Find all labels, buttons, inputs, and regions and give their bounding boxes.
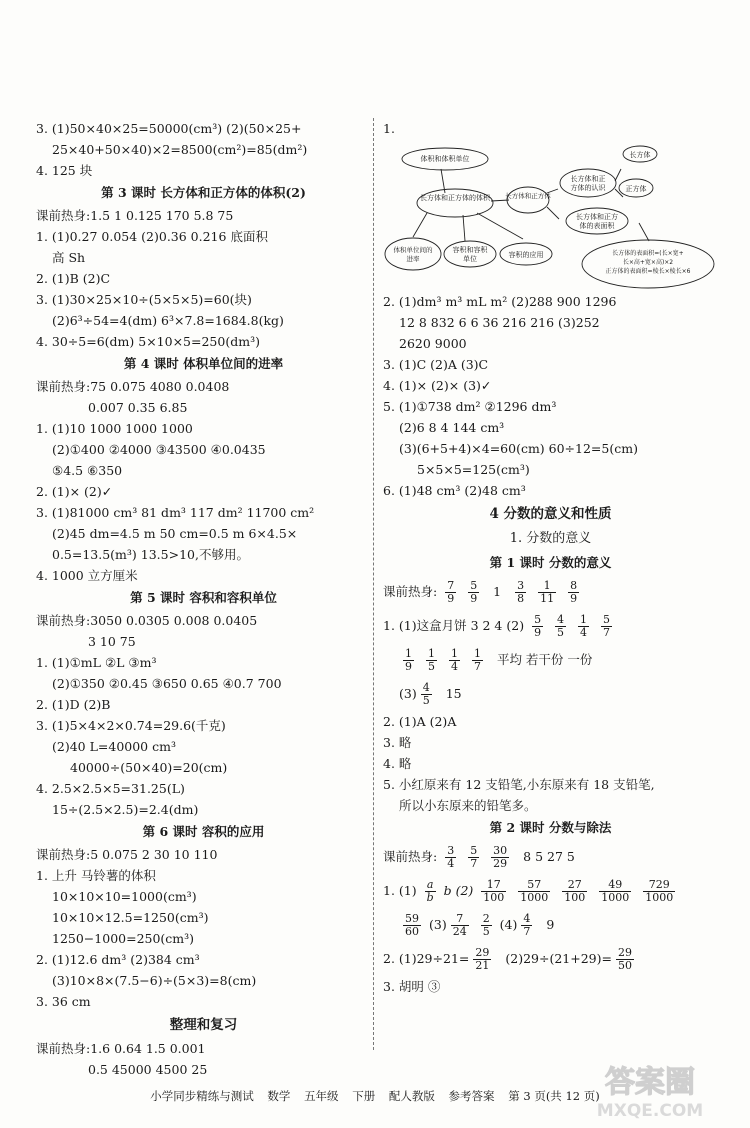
numerator: 1	[473, 647, 481, 660]
answer-line: 10×10×10=1000(cm³)	[52, 889, 197, 904]
numerator: 3	[447, 844, 455, 857]
denominator: 7	[470, 857, 478, 870]
denominator: 21	[475, 959, 490, 972]
answer-text: b (2)	[443, 883, 474, 898]
knowledge-map-diagram	[383, 141, 718, 291]
answer-text: (2)29÷(21+29)=	[505, 951, 612, 966]
denominator: 11	[540, 592, 555, 605]
answer-line: 4. 略	[383, 756, 412, 771]
answer-line: 0.007 0.35 6.85	[88, 400, 188, 415]
subject: 数学	[267, 1089, 291, 1103]
denominator: 4	[447, 857, 455, 870]
node-text: 正方体	[625, 185, 647, 193]
node-text: 长方体和正方体的体积	[420, 194, 490, 202]
numerator: 59	[405, 912, 419, 925]
numerator: 1	[580, 613, 588, 626]
fraction	[425, 879, 436, 904]
answer-text: 9	[546, 917, 555, 932]
lesson-5-title: 第 5 课时 容积和容积单位	[130, 590, 277, 605]
fraction-lesson-1-title: 第 1 课时 分数的意义	[489, 555, 612, 570]
warmup-label: 课前热身:	[383, 849, 438, 864]
node-text: 正方体的表面积=棱长×棱长×6	[605, 268, 691, 275]
fraction	[421, 682, 432, 707]
numerator: 7	[447, 579, 455, 592]
answer-line: 2. (1)dm³ m³ mL m² (2)288 900 1296	[383, 294, 617, 309]
denominator: 9	[470, 592, 478, 605]
answer-line: 3. (1)C (2)A (3)C	[383, 357, 489, 372]
fraction	[578, 614, 589, 639]
answer-line: 1. 上升 马铃薯的体积	[36, 868, 156, 883]
denominator: 5	[557, 626, 565, 639]
answer-line: 2620 9000	[399, 336, 467, 351]
answer-line: (2)6³÷54=4(dm) 6³×7.8=1684.8(kg)	[52, 313, 284, 328]
denominator: 7	[523, 925, 531, 938]
node-surface-area	[566, 208, 628, 234]
denominator: 24	[452, 925, 467, 938]
fraction	[468, 845, 479, 870]
integer-value: 1	[493, 584, 502, 599]
node-text: 长方体和正	[570, 175, 606, 183]
denominator: 5	[422, 694, 430, 707]
denominator: 9	[570, 592, 578, 605]
fraction	[601, 614, 612, 639]
answer-line: 所以小东原来的铅笔多。	[399, 798, 537, 813]
lesson-6-title: 第 6 课时 容积的应用	[142, 824, 265, 839]
denominator: 4	[450, 660, 458, 673]
numerator: 29	[475, 946, 490, 959]
warmup-line	[383, 840, 718, 874]
answer-line: (3)10×8×(7.5−6)÷(5×3)=8(cm)	[52, 973, 257, 988]
denominator: 7	[473, 660, 481, 673]
answer-line: 25×40+50×40)×2=8500(cm²)=85(dm²)	[52, 142, 308, 157]
lesson-4-title: 第 4 课时 体积单位间的进率	[123, 356, 284, 371]
answer-line: 课前热身:3050 0.0305 0.008 0.0405	[36, 613, 258, 628]
answer-line: 4. 125 块	[36, 163, 93, 178]
answer-line: 5. (1)①738 dm² ②1296 dm³	[383, 399, 557, 414]
answer-text: 平均 若干份 一份	[496, 652, 593, 667]
denominator: 7	[603, 626, 611, 639]
answer-line: (3)(6+5+4)×4=60(cm) 60÷12=5(cm)	[399, 441, 638, 456]
answer-line: 课前热身:1.6 0.64 1.5 0.001	[36, 1041, 206, 1056]
answer-line: 15÷(2.5×2.5)=2.4(dm)	[52, 802, 199, 817]
numerator: 4	[557, 613, 565, 626]
answer-line: 2. (1)D (2)B	[36, 697, 111, 712]
book-title: 小学同步精练与测试	[150, 1089, 254, 1103]
fraction	[518, 879, 550, 904]
answer-line: 1. (1)①mL ②L ③m³	[36, 655, 157, 670]
answer-line: 课前热身:5 0.075 2 30 10 110	[36, 847, 218, 862]
fraction	[445, 845, 456, 870]
watermark-url: MXQE.COM	[596, 1101, 704, 1120]
numerator: 5	[470, 844, 478, 857]
answer-line	[383, 874, 718, 908]
fraction	[451, 913, 469, 938]
numerator: 4	[422, 681, 430, 694]
fraction	[532, 614, 543, 639]
answer-line: 0.5=13.5(m³) 13.5>10,不够用。	[52, 547, 249, 562]
fraction	[403, 648, 414, 673]
warmup-line	[383, 575, 718, 609]
column-divider	[373, 118, 374, 1050]
answer-line: 课前热身:75 0.075 4080 0.0408	[36, 379, 230, 394]
numerator: a	[425, 879, 436, 892]
lesson-3-title: 第 3 课时 长方体和正方体的体积(2)	[101, 185, 306, 200]
answer-line: 4. 1000 立方厘米	[36, 568, 138, 583]
right-column	[383, 118, 718, 997]
denominator: 29	[493, 857, 508, 870]
fraction	[538, 580, 556, 605]
fraction	[562, 879, 587, 904]
answer-line: 2. (1)B (2)C	[36, 271, 111, 286]
answer-line: 课前热身:1.5 1 0.125 170 5.8 75	[36, 208, 234, 223]
fraction	[468, 580, 479, 605]
numerator: 5	[470, 579, 478, 592]
answer-line: 3 10 75	[88, 634, 136, 649]
node-text: 长×高+宽×高)×2	[622, 259, 674, 266]
answer-line: 3. (1)5×4×2×0.74=29.6(千克)	[36, 718, 226, 733]
node-text: 容积和容积	[452, 246, 488, 254]
answer-line: 2. (1)× (2)✓	[36, 484, 113, 499]
denominator: 5	[482, 925, 490, 938]
numerator: 29	[617, 946, 632, 959]
fraction	[599, 879, 631, 904]
edition: 配人教版	[388, 1089, 435, 1103]
answer-line: 1. (1)10 1000 1000 1000	[36, 421, 193, 436]
answer-line: 2. (1)A (2)A	[383, 714, 457, 729]
denominator: 9	[534, 626, 542, 639]
fraction	[449, 648, 460, 673]
denominator: 4	[580, 626, 588, 639]
node-text: 长方体的表面积=(长×宽+	[612, 250, 684, 257]
numerator: 7	[451, 913, 469, 926]
fraction	[491, 845, 509, 870]
numerator: 57	[518, 879, 550, 892]
answer-line: (2)①350 ②0.45 ③650 0.65 ④0.7 700	[52, 676, 282, 691]
fraction	[568, 580, 579, 605]
answer-text: 2. (1)29÷21=	[383, 951, 470, 966]
numerator: 1	[405, 647, 412, 660]
warmup-label: 课前热身:	[383, 584, 438, 599]
node-text: 长方体	[629, 151, 651, 159]
answer-line: 40000÷(50×40)=20(cm)	[70, 760, 228, 775]
numerator: 3	[517, 579, 525, 592]
watermark-logo	[560, 1058, 740, 1120]
page-number: 第 3 页(共 12 页)	[508, 1089, 600, 1103]
denominator: 9	[447, 592, 455, 605]
answer-line: 2. (1)12.6 dm³ (2)384 cm³	[36, 952, 200, 967]
node-text: 体积单位间的	[393, 246, 433, 254]
answer-line	[383, 609, 718, 643]
answer-text: 8 5 27 5	[523, 849, 575, 864]
answer-line: 3. 36 cm	[36, 994, 91, 1009]
answer-line	[383, 677, 718, 711]
fraction	[643, 879, 675, 904]
answer-line: 10×10×12.5=1250(cm³)	[52, 910, 209, 925]
node-text: 长方体和正方	[576, 213, 618, 221]
answer-line: 3. (1)30×25×10÷(5×5×5)=60(块)	[36, 292, 252, 307]
answer-line: (2)①400 ②4000 ③43500 ④0.0435	[52, 442, 266, 457]
node-text: 单位	[463, 255, 477, 263]
answer-line: 1. (1)0.27 0.054 (2)0.36 0.216 底面积	[36, 229, 268, 244]
answer-text: (3)	[428, 917, 447, 932]
answer-line: (2)6 8 4 144 cm³	[399, 420, 505, 435]
fraction	[426, 648, 437, 673]
answer-text: (4)	[499, 917, 518, 932]
answer-line: 4. (1)× (2)× (3)✓	[383, 378, 492, 393]
node-recognition	[560, 169, 616, 197]
denominator: 1000	[645, 891, 674, 904]
denominator: 9	[405, 660, 412, 673]
answer-text: 1. (1)	[383, 883, 417, 898]
denominator: 50	[617, 959, 632, 972]
node-text: 容积的应用	[508, 251, 544, 259]
node-text: 进率	[406, 255, 420, 263]
node-capacity-units	[444, 241, 496, 267]
denominator: 100	[564, 891, 586, 904]
denominator: b	[426, 891, 434, 904]
numerator: 17	[481, 879, 506, 892]
answer-line	[383, 643, 718, 677]
answer-line	[383, 908, 718, 942]
node-unit-rates	[385, 238, 441, 270]
left-column	[36, 118, 371, 1080]
numerator: 729	[643, 879, 675, 892]
volume: 下册	[352, 1089, 376, 1103]
fraction	[481, 879, 506, 904]
node-text: 体的表面积	[579, 222, 615, 230]
answer-line: ⑤4.5 ⑥350	[52, 463, 123, 478]
numerator: 4	[523, 912, 531, 925]
fraction	[472, 648, 483, 673]
answer-text: 1. (1)这盒月饼 3 2 4 (2)	[383, 618, 525, 633]
answer-line: 高 Sh	[52, 250, 86, 265]
fraction	[515, 580, 526, 605]
answer-line: (2)40 L=40000 cm³	[52, 739, 176, 754]
answer-line: (2)45 dm=4.5 m 50 cm=0.5 m 6×4.5×	[52, 526, 298, 541]
unit-title: 4 分数的意义和性质	[489, 506, 612, 522]
grade: 五年级	[304, 1089, 339, 1103]
node-text: 体积和体积单位	[420, 155, 470, 163]
fraction-lesson-2-title: 第 2 课时 分数与除法	[489, 820, 612, 835]
fraction	[616, 947, 634, 972]
answer-line: 3. (1)50×40×25=50000(cm³) (2)(50×25+	[36, 121, 302, 136]
fraction	[403, 913, 421, 938]
numerator: 5	[534, 613, 542, 626]
answer-line: 3. (1)81000 cm³ 81 dm³ 117 dm² 11700 cm²	[36, 505, 315, 520]
question-number: 1.	[383, 121, 395, 136]
node-text: 方体的认识	[570, 184, 606, 192]
numerator: 5	[603, 613, 611, 626]
denominator: 8	[517, 592, 525, 605]
answer-line: 5×5×5=125(cm³)	[417, 462, 530, 477]
answers-label: 参考答案	[448, 1089, 495, 1103]
denominator: 60	[405, 925, 419, 938]
numerator: 8	[570, 579, 578, 592]
denominator: 5	[427, 660, 435, 673]
answer-line: 6. (1)48 cm³ (2)48 cm³	[383, 483, 526, 498]
numerator: 1	[450, 647, 458, 660]
numerator: 2	[482, 912, 490, 925]
watermark-text: 答案圈	[605, 1065, 695, 1100]
node-text: 长方体和正方体	[505, 192, 551, 200]
answer-text: 15	[445, 686, 462, 701]
numerator: 30	[493, 844, 508, 857]
answer-line: 4. 2.5×2.5×5=31.25(L)	[36, 781, 185, 796]
numerator: 1	[538, 580, 556, 593]
fraction	[521, 913, 532, 938]
answer-line: 3. 略	[383, 735, 412, 750]
answer-line: 4. 30÷5=6(dm) 5×10×5=250(dm³)	[36, 334, 260, 349]
section-title: 1. 分数的意义	[509, 531, 592, 546]
denominator: 1000	[520, 891, 549, 904]
fraction	[473, 947, 491, 972]
answer-line: 0.5 45000 4500 25	[88, 1062, 208, 1077]
node-cuboid-cube	[507, 187, 549, 213]
answer-line: 3. 胡明 ③	[383, 979, 441, 994]
review-title: 整理和复习	[169, 1017, 238, 1033]
answer-text: (3)	[399, 686, 417, 701]
fraction	[481, 913, 492, 938]
answer-line	[383, 942, 718, 976]
fraction	[445, 580, 456, 605]
denominator: 1000	[601, 891, 630, 904]
answer-line: 5. 小红原来有 12 支铅笔,小东原来有 18 支铅笔,	[383, 777, 655, 792]
denominator: 100	[483, 891, 505, 904]
numerator: 49	[599, 879, 631, 892]
answer-line: 12 8 832 6 6 36 216 216 (3)252	[399, 315, 600, 330]
fraction	[555, 614, 566, 639]
numerator: 27	[562, 879, 587, 892]
answer-line: 1250−1000=250(cm³)	[52, 931, 195, 946]
numerator: 1	[427, 647, 435, 660]
